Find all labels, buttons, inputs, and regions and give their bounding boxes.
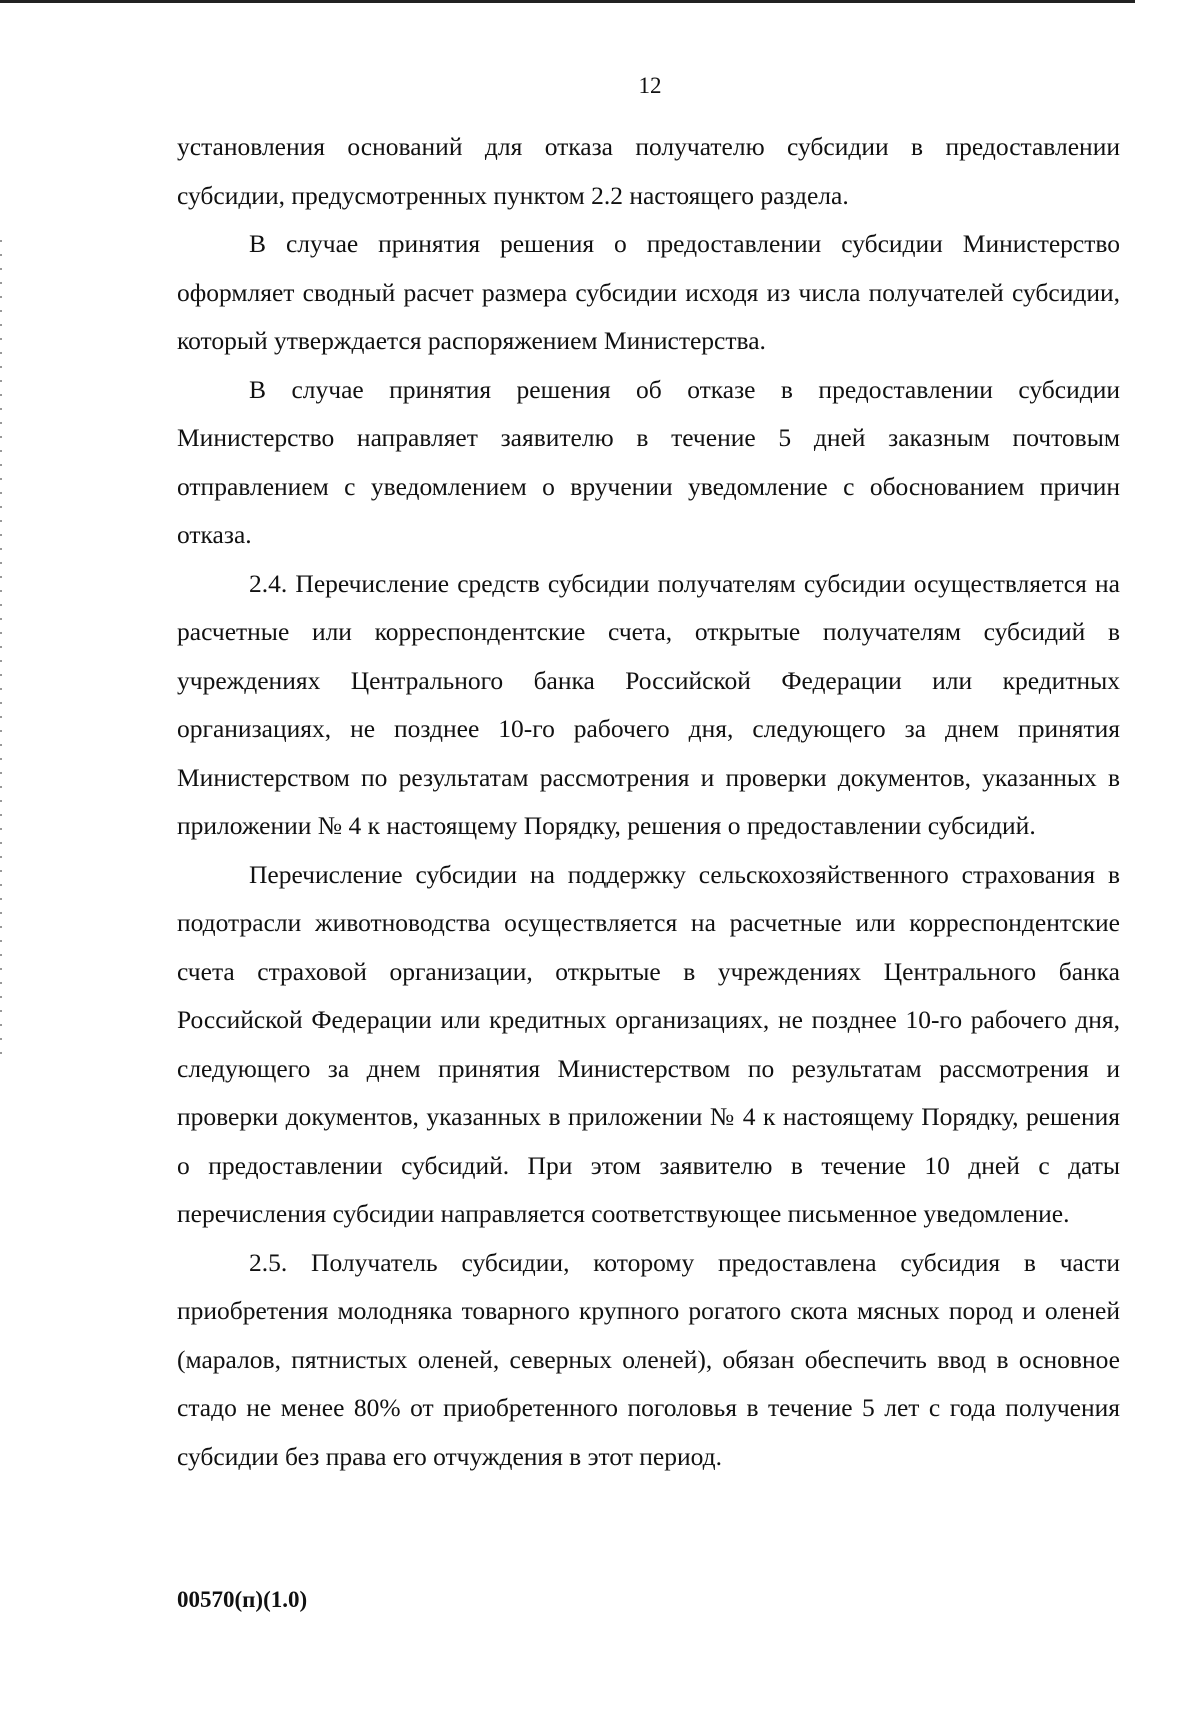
page-number: 12 [638, 73, 662, 98]
paragraph-insurance-transfer: Перечисление субсидии на поддержку сельскохозяйственного страхования в подотрасли животноводства осуществляется на расчетные или корреспондентские счета страховой организации, открытые в учреждениях Центрального банка Российской Федерации или кредитных организациях, не позднее 10-го рабочего дня, следующего за днем принятия Министерством по результатам рассмотрения и проверки документов, указанных в приложении № 4 к настоящему Порядку, решения о предоставлении субсидий. При этом заявителю в течение 10 дней с даты перечисления субсидии направляется соответствующее письменное уведомление. [177, 859, 1120, 1228]
document-body [177, 123, 1120, 1481]
paragraph-section-2-4: 2.4. Перечисление средств субсидии получателям субсидии осуществляется на расчетные или корреспондентские счета, открытые получателям субсидий в учреждениях Центрального банка Российской Федерации или кредитных организациях, не позднее 10-го рабочего дня, следующего за днем принятия Министерством по результатам рассмотрения и проверки документов, указанных в приложении № 4 к настоящему Порядку, решения о предоставлении субсидий. [177, 568, 1120, 840]
paragraph-summary-calculation: В случае принятия решения о предоставлении субсидии Министерство оформляет сводный расчет размера субсидии исходя из числа получателей субсидии, который утверждается распоряжением Министерства. [177, 229, 1120, 355]
document-code: 00570(п)(1.0) [177, 1587, 308, 1612]
paragraph-refusal-notice: В случае принятия решения об отказе в предоставлении субсидии Министерство направляет заявителю в течение 5 дней заказным почтовым отправлением с уведомлением о вручении уведомление с обоснованием причин отказа. [177, 374, 1120, 549]
top-rule [0, 0, 1135, 3]
scan-edge-marks [0, 240, 2, 1060]
paragraph-section-2-5: 2.5. Получатель субсидии, которому предоставлена субсидия в части приобретения молодняка товарного крупного рогатого скота мясных пород и оленей (маралов, пятнистых оленей, северных оленей), обязан обеспечить ввод в основное стадо не менее 80% от приобретенного поголовья в течение 5 лет с года получения субсидии без права его отчуждения в этот период. [177, 1247, 1120, 1471]
paragraph-continuation: установления оснований для отказа получателю субсидии в предоставлении субсидии, предусмотренных пунктом 2.2 настоящего раздела. [177, 132, 1120, 210]
